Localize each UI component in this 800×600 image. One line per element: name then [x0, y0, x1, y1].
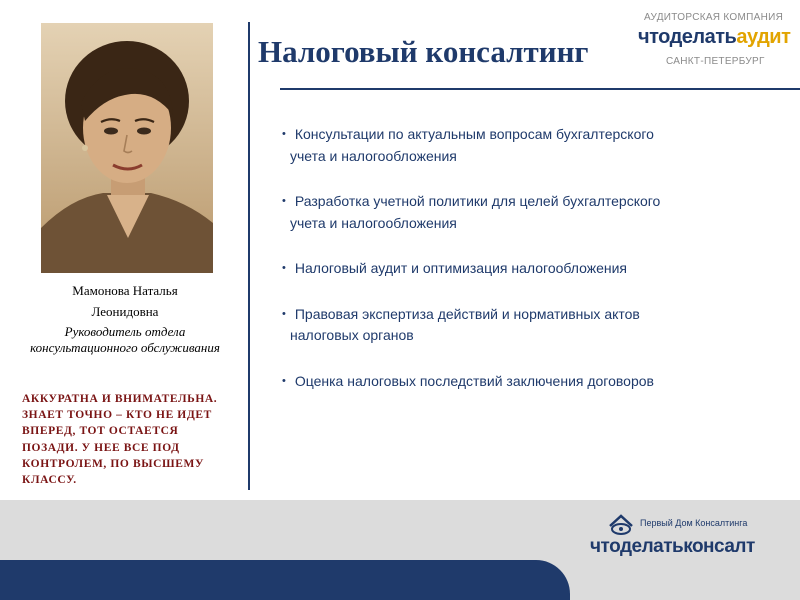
list-item: [280, 124, 780, 167]
company-logo-bottom: [590, 514, 790, 564]
person-name: [30, 280, 220, 322]
portrait-photo: [41, 23, 213, 273]
logo-bottom-tagline: Первый Дом Консалтинга: [640, 518, 748, 528]
list-item-line1: Консультации по актуальным вопросам бухгалтерского: [294, 126, 654, 142]
bullet-icon: •: [282, 374, 286, 387]
vertical-divider: [248, 22, 250, 490]
list-item-line1: Разработка учетной политики для целей бухгалтерского: [294, 193, 661, 209]
logo-top-brand-part1: чтоделать: [638, 26, 737, 48]
person-motto: АККУРАТНА И ВНИМАТЕЛЬНА. ЗНАЕТ ТОЧНО – КТО НЕ ИДЕТ ВПЕРЕД, ТОТ ОСТАЕТСЯ ПОЗАДИ. У НЕЕ ВСЕ ПОД КОНТРОЛЕМ, ПО ВЫСШЕМУ КЛАССУ.: [22, 393, 218, 487]
bullet-icon: •: [282, 128, 286, 140]
list-item-line1: Налоговый аудит и оптимизация налогообложения: [294, 260, 628, 276]
title-underline: [280, 88, 800, 90]
bullet-icon: •: [282, 307, 286, 320]
list-item: [280, 191, 780, 234]
logo-top-brand: [638, 26, 790, 49]
service-list: [280, 124, 780, 416]
list-item-line2: учета и налогообложения: [290, 147, 457, 164]
logo-bottom-brand: чтоделатьконсалт: [590, 536, 755, 557]
person-name-line1: Мамонова Наталья: [72, 283, 178, 298]
list-item-line2: налоговых органов: [290, 327, 414, 343]
logo-top-brand-part2: аудит: [736, 26, 791, 48]
footer-accent-bar: [0, 560, 570, 600]
person-name-line2: Леонидовна: [91, 304, 159, 319]
house-logo-icon: [608, 514, 634, 536]
person-role: Руководитель отдела консультационного обслуживания: [30, 324, 220, 355]
bullet-icon: •: [282, 262, 286, 274]
page-title: Налоговый консалтинг: [258, 34, 589, 69]
logo-top-line1: АУДИТОРСКАЯ КОМПАНИЯ: [644, 12, 784, 23]
list-item: [280, 304, 780, 347]
company-logo-top: [636, 12, 796, 74]
list-item: [280, 258, 780, 280]
bullet-icon: •: [282, 195, 286, 207]
list-item-line1: Оценка налоговых последствий заключения договоров: [294, 372, 654, 389]
list-item: [280, 371, 780, 393]
logo-top-line3: САНКТ-ПЕТЕРБУРГ: [666, 56, 765, 67]
list-item-line2: учета и налогообложения: [290, 214, 457, 231]
list-item-line1: Правовая экспертиза действий и нормативных актов: [294, 305, 640, 322]
